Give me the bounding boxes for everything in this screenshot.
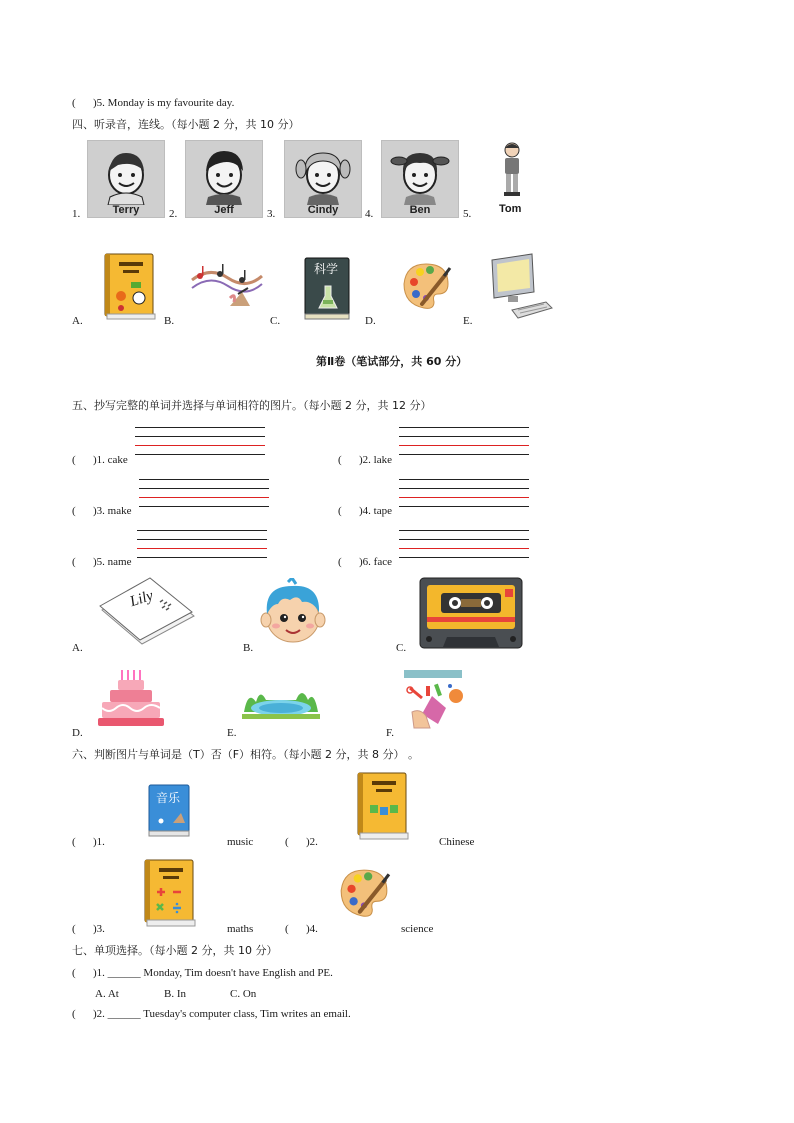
section-title: 六、判断图片与单词是（T）否（F）相符。（每小题 2 分，共 8 分） 。 — [72, 748, 420, 761]
option-letter: C. — [396, 642, 407, 654]
section-title: 四、听录音，连线。（每小题 2 分，共 10 分） — [72, 118, 300, 131]
writing-lines — [399, 479, 529, 507]
name-card-icon — [96, 576, 196, 648]
music-notes-icon — [190, 262, 264, 310]
boy-icon — [88, 141, 164, 205]
person-photo-jeff — [185, 140, 263, 218]
judge-word: music — [227, 836, 254, 848]
paren: ( — [72, 505, 76, 517]
music-book-icon — [147, 783, 193, 837]
item-number: 1. — [72, 208, 81, 220]
option-letter: D. — [72, 727, 83, 739]
boy-standing-icon — [496, 140, 528, 200]
computer-icon — [484, 252, 554, 322]
chinese-book-icon — [356, 771, 410, 841]
option-letter: E. — [463, 315, 473, 327]
art-palette-icon — [400, 260, 452, 312]
writing-lines — [139, 479, 269, 507]
judge-word: maths — [227, 923, 254, 935]
paren: ( — [285, 836, 289, 848]
option-letter: B. — [243, 642, 254, 654]
boy-icon — [186, 141, 262, 205]
paren: ( — [338, 505, 342, 517]
paren: ( — [72, 454, 76, 466]
question-text: )5. Monday is my favourite day. — [93, 97, 235, 109]
paren: ( — [72, 1008, 76, 1020]
person-photo-cindy — [284, 140, 362, 218]
paren: ( — [338, 454, 342, 466]
art-palette-icon — [337, 866, 391, 920]
item-number: )3. — [93, 923, 105, 935]
science-book-icon — [303, 256, 353, 320]
maths-book-icon — [143, 858, 197, 928]
judge-word: science — [401, 923, 434, 935]
paren: ( — [72, 97, 76, 109]
girl-icon — [285, 141, 361, 205]
choice-option: B. In — [164, 988, 186, 1000]
girl-icon — [382, 141, 458, 205]
person-name: Terry — [112, 204, 140, 216]
question-text: )1. ______ Monday, Tim doesn't have English and PE. — [93, 967, 333, 979]
cassette-tape-icon — [419, 577, 523, 649]
person-name: Jeff — [214, 204, 234, 216]
choice-option: A. At — [95, 988, 119, 1000]
word-item: )4. tape — [359, 505, 392, 517]
option-letter: E. — [227, 727, 237, 739]
book-title: 科学 — [314, 262, 339, 276]
paren: ( — [72, 836, 76, 848]
word-item: )1. cake — [93, 454, 128, 466]
person-photo-ben — [381, 140, 459, 218]
paren: ( — [338, 556, 342, 568]
card-name: Lily — [128, 587, 156, 611]
item-number: )4. — [306, 923, 318, 935]
lake-icon — [242, 686, 320, 720]
person-name: Cindy — [307, 204, 339, 216]
book-title: 音乐 — [156, 791, 181, 805]
paren: ( — [72, 923, 76, 935]
pe-book-icon — [103, 252, 157, 320]
boy-face-icon — [258, 578, 328, 646]
paren: ( — [285, 923, 289, 935]
item-number: 5. — [463, 208, 472, 220]
person-name: Ben — [409, 204, 431, 216]
option-letter: A. — [72, 315, 83, 327]
word-item: )2. lake — [359, 454, 392, 466]
paren: ( — [72, 967, 76, 979]
word-item: )6. face — [359, 556, 392, 568]
person-figure-tom — [496, 140, 528, 200]
section-title: 七、单项选择。（每小题 2 分，共 10 分） — [72, 944, 278, 957]
item-number: 3. — [267, 208, 276, 220]
writing-lines — [135, 427, 265, 455]
word-item: )3. make — [93, 505, 132, 517]
writing-lines — [137, 530, 267, 558]
crafts-make-icon — [402, 668, 464, 730]
question-text: )2. ______ Tuesday's computer class, Tim writes an email. — [93, 1008, 351, 1020]
word-item: )5. name — [93, 556, 132, 568]
paren: ( — [72, 556, 76, 568]
choice-option: C. On — [230, 988, 257, 1000]
part-title: 第Ⅱ卷（笔试部分，共 60 分） — [316, 355, 468, 368]
person-photo-terry — [87, 140, 165, 218]
birthday-cake-icon — [98, 668, 164, 730]
item-number: )2. — [306, 836, 318, 848]
option-letter: F. — [386, 727, 394, 739]
item-number: 2. — [169, 208, 178, 220]
option-letter: D. — [365, 315, 376, 327]
judge-word: Chinese — [439, 836, 475, 848]
section-title: 五、抄写完整的单词并选择与单词相符的图片。（每小题 2 分，共 12 分） — [72, 399, 432, 412]
person-name: Tom — [499, 203, 522, 215]
item-number: 4. — [365, 208, 374, 220]
writing-lines — [399, 427, 529, 455]
option-letter: C. — [270, 315, 281, 327]
option-letter: A. — [72, 642, 83, 654]
item-number: )1. — [93, 836, 105, 848]
writing-lines — [399, 530, 529, 558]
option-letter: B. — [164, 315, 175, 327]
